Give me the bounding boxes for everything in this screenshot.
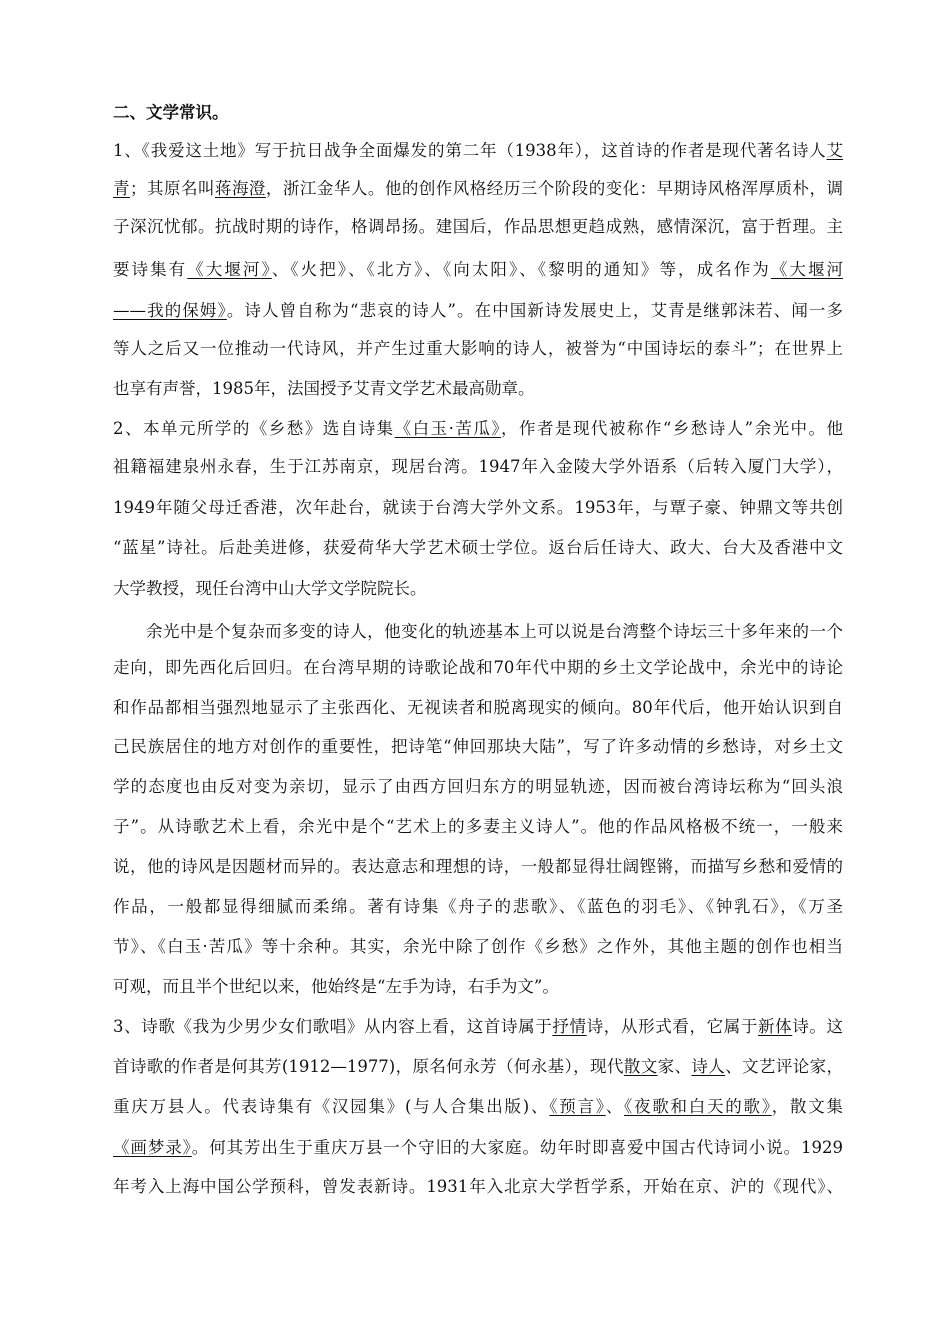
underlined-answer: 蒋海澄 xyxy=(214,179,266,198)
paragraph-2-line-5: 大学教授，现任台湾中山大学文学院院长。 xyxy=(113,579,427,598)
paragraph-3-line-6: 子”。从诗歌艺术上看，余光中是个“艺术上的多妻主义诗人”。他的作品风格极不统一，一般来 xyxy=(113,817,843,836)
section-title: 二、文学常识。 xyxy=(113,103,229,122)
paragraph-1-line-7: 也享有声誉，1985年，法国授予艾青文学艺术最高勋章。 xyxy=(113,379,535,398)
underlined-answer: 新体 xyxy=(757,1017,793,1036)
paragraph-1-line-3: 子深沉忧郁。抗战时期的诗作，格调昂扬。建国后，作品思想更趋成熟，感情深沉，富于哲理。主 xyxy=(113,217,843,236)
paragraph-3-line-2: 走向，即先西化后回归。在台湾早期的诗歌论战和70年代中期的乡土文学论战中，余光中的诗论 xyxy=(113,658,843,677)
paragraph-1-line-2 xyxy=(113,179,843,199)
text: 1、《我爱这土地》写于抗日战争全面爆发的第二年（1938年），这首诗的作者是现代著名诗人 xyxy=(113,141,827,160)
underlined-answer: ——我的保姆》 xyxy=(113,301,227,320)
text: 首诗歌的作者是何其芳(1912—1977)，原名何永芳（何永基），现代 xyxy=(113,1057,624,1076)
paragraph-3-line-4: 己民族居住的地方对创作的重要性，把诗笔“伸回那块大陆”，写了许多动情的乡愁诗，对乡土文 xyxy=(113,737,843,756)
paragraph-3-line-9: 节》、《白玉·苦瓜》等十余种。其实，余光中除了创作《乡愁》之作外，其他主题的创作也相当 xyxy=(113,937,843,956)
paragraph-4-line-3 xyxy=(113,1097,843,1117)
paragraph-3-line-1: 余光中是个复杂而多变的诗人，他变化的轨迹基本上可以说是台湾整个诗坛三十多年来的一个 xyxy=(146,622,843,641)
underlined-answer: 《预言》 xyxy=(549,1097,606,1116)
text: 诗，从形式看，它属于 xyxy=(586,1017,758,1036)
underlined-answer: 诗人 xyxy=(691,1057,726,1076)
paragraph-2-line-2: 祖籍福建泉州永春，生于江苏南京，现居台湾。1947年入金陵大学外语系（后转入厦门大学）， xyxy=(113,457,843,476)
text: 2、本单元所学的《乡愁》选自诗集 xyxy=(113,419,395,438)
text: ，浙江金华人。他的创作风格经历三个阶段的变化：早期诗风格浑厚质朴，调 xyxy=(265,179,843,198)
paragraph-3-line-3: 和作品都相当强烈地显示了主张西化、无视读者和脱离现实的倾向。80年代后，他开始认识到自 xyxy=(113,698,843,717)
paragraph-1-line-1 xyxy=(113,141,843,161)
text: 诗。这 xyxy=(792,1017,843,1036)
paragraph-4-line-2 xyxy=(113,1057,843,1077)
paragraph-3-line-5: 学的态度也由反对变为亲切，显示了由西方回归东方的明显轨迹，因而被台湾诗坛称为“回头浪 xyxy=(113,777,843,796)
paragraph-3-line-7: 说，他的诗风是因题材而异的。表达意志和理想的诗，一般都显得壮阔铿锵，而描写乡愁和爱情的 xyxy=(113,857,843,876)
text: 要诗集有 xyxy=(113,260,188,279)
paragraph-3-line-8: 作品，一般都显得细腻而柔绵。著有诗集《舟子的悲歌》、《蓝色的羽毛》、《钟乳石》，《万圣 xyxy=(113,897,843,916)
underlined-answer: 《白玉·苦瓜》 xyxy=(394,419,502,438)
paragraph-2-line-1 xyxy=(113,419,843,439)
paragraph-1-line-5 xyxy=(113,301,843,321)
text: ；其原名叫 xyxy=(130,179,215,198)
text: 重庆万县人。代表诗集有《汉园集》(与人合集出版)、 xyxy=(113,1097,550,1116)
underlined-answer: 《画梦录》 xyxy=(113,1138,192,1157)
text: ，作者是现代被称作“乡愁诗人”余光中。他 xyxy=(501,419,843,438)
text: 。何其芳出生于重庆万县一个守旧的大家庭。幼年时即喜爱中国古代诗词小说。1929 xyxy=(191,1138,843,1157)
text: 、文艺评论家， xyxy=(725,1057,843,1076)
text: ，散文集 xyxy=(771,1097,843,1116)
underlined-answer: 散文 xyxy=(623,1057,658,1076)
underlined-answer: 青 xyxy=(113,179,130,198)
underlined-answer: 《夜歌和白天的歌》 xyxy=(623,1097,772,1116)
paragraph-3-line-10: 可观，而且半个世纪以来，他始终是“左手为诗，右手为文”。 xyxy=(113,977,559,996)
underlined-answer: 《大堰河》 xyxy=(187,260,272,279)
paragraph-2-line-3: 1949年随父母迁香港，次年赴台，就读于台湾大学外文系。1953年，与覃子豪、钟鼎文等共创 xyxy=(113,498,843,517)
text: 、 xyxy=(605,1097,624,1116)
paragraph-2-line-4: “蓝星”诗社。后赴美进修，获爱荷华大学艺术硕士学位。返台后任诗大、政大、台大及香港中文 xyxy=(113,538,843,557)
paragraph-1-line-6: 等人之后又一位推动一代诗风，并产生过重大影响的诗人，被誉为“中国诗坛的泰斗”；在世界上 xyxy=(113,339,843,358)
paragraph-4-line-5: 年考入上海中国公学预科，曾发表新诗。1931年入北京大学哲学系，开始在京、沪的《现代》、 xyxy=(113,1177,843,1196)
text: 、《火把》、《北方》、《向太阳》、《黎明的通知》等，成名作为 xyxy=(271,260,771,279)
underlined-answer: 抒情 xyxy=(552,1017,587,1036)
paragraph-1-line-4 xyxy=(113,260,843,280)
paragraph-4-line-1 xyxy=(113,1017,843,1037)
text: 。诗人曾自称为“悲哀的诗人”。在中国新诗发展史上，艾青是继郭沫若、闻一多 xyxy=(226,301,843,320)
paragraph-4-line-4 xyxy=(113,1138,843,1158)
text: 家、 xyxy=(657,1057,692,1076)
underlined-answer: 艾 xyxy=(826,141,843,160)
underlined-answer: 《大堰河 xyxy=(770,260,843,279)
text: 3、诗歌《我为少男少女们歌唱》从内容上看，这首诗属于 xyxy=(113,1017,553,1036)
